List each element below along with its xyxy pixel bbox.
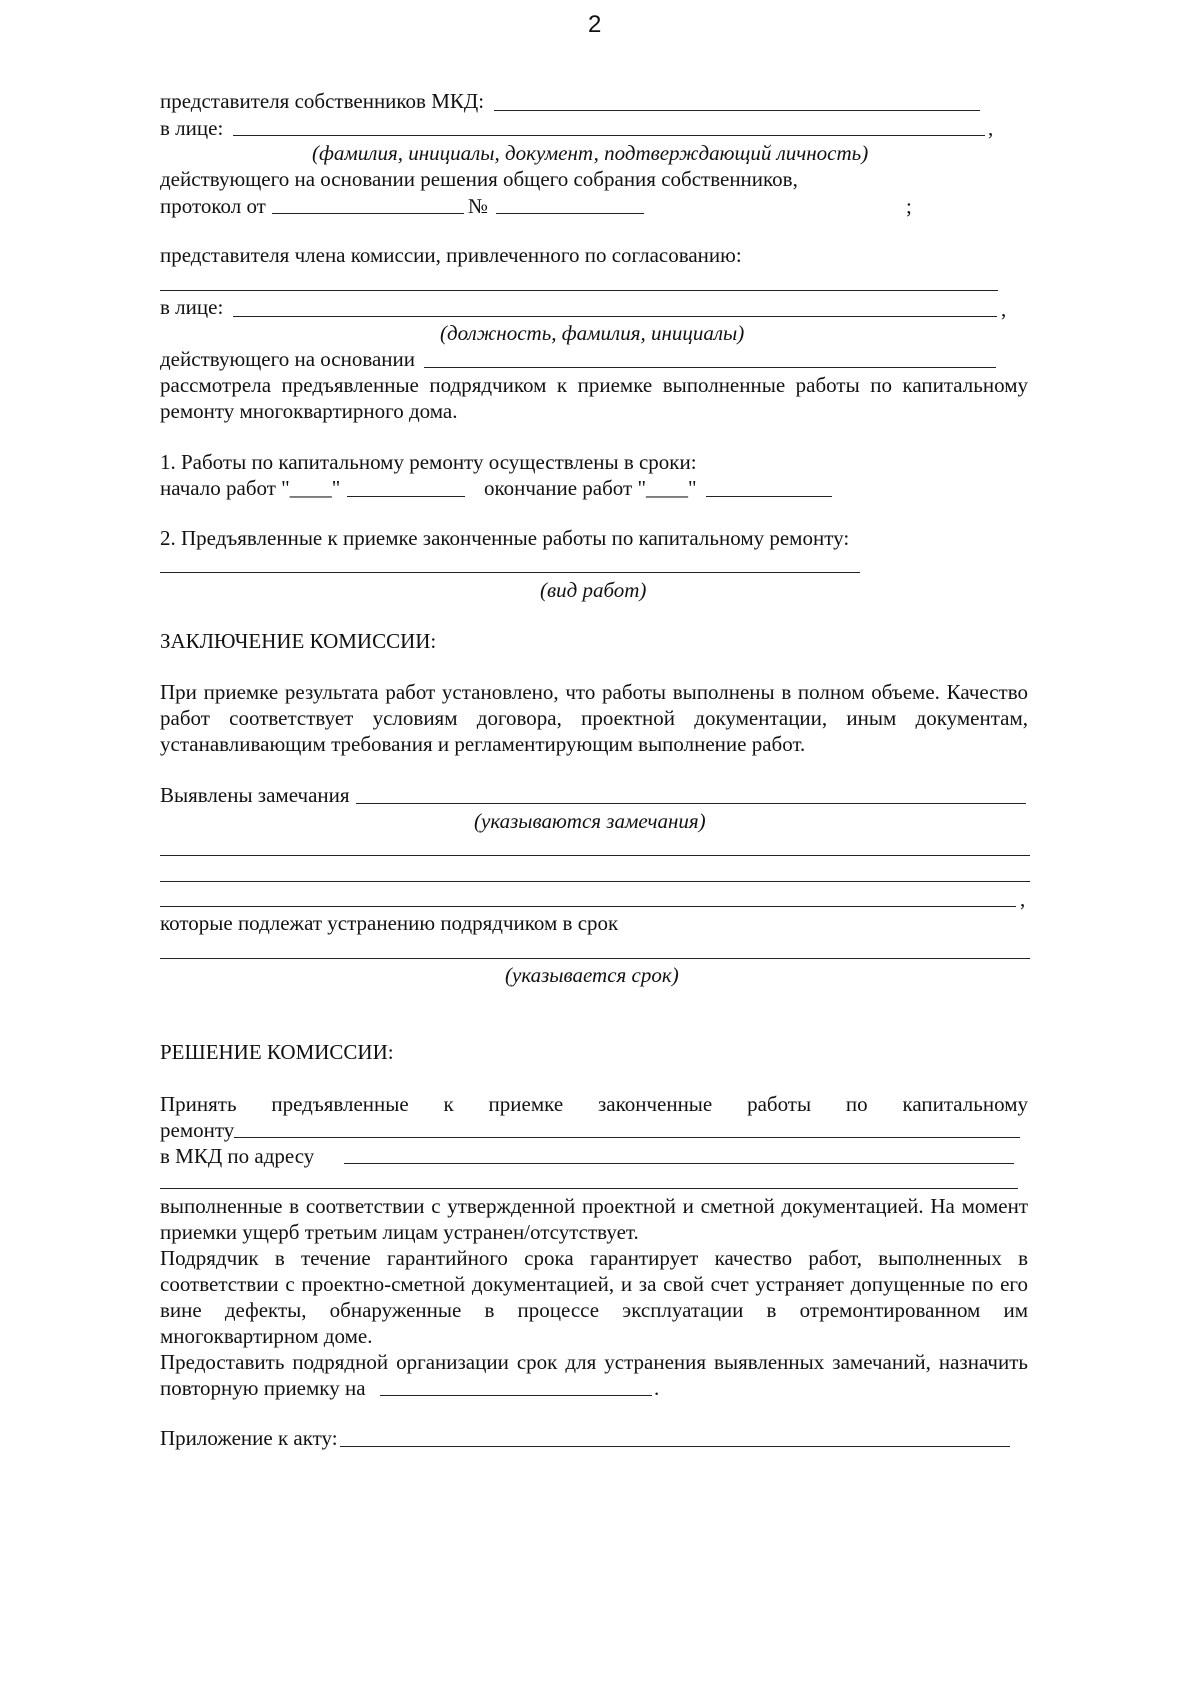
member-comma: , (1001, 297, 1007, 321)
owners-in-person-label: в лице: (160, 116, 224, 140)
remarks-caption: (указываются замечания) (474, 809, 706, 833)
member-rep-blank[interactable] (160, 290, 998, 291)
remarks-line-1[interactable] (160, 855, 1030, 856)
p2-line-2: соответствии с проектно-сметной документацией, и за свой счет устраняет допущенные по его (160, 1272, 1028, 1296)
protocol-from-label: протокол от (160, 194, 266, 218)
member-in-person-label: в лице: (160, 295, 224, 319)
subject-label: которые подлежат устранению подрядчиком в срок (160, 911, 619, 935)
conclusion-line-1: При приемке результата работ установлено, что работы выполнены в полном объеме. Качество (160, 680, 1028, 704)
appendix-label: Приложение к акту: (160, 1426, 338, 1450)
member-rep-label: представителя члена комиссии, привлеченного по согласованию: (160, 243, 742, 267)
considered-line-1: рассмотрела предъявленные подрядчиком к приемке выполненные работы по капитальному (160, 373, 1028, 397)
p1-line-1: выполненные в соответствии с утвержденной проектной и сметной документацией. На момент (160, 1194, 1028, 1218)
item1-end-label: окончание работ "____" (484, 476, 697, 500)
accept-line-1: Принять предъявленные к приемке законченные работы по капитальному (160, 1092, 1028, 1116)
owners-rep-label: представителя собственников МКД: (160, 89, 485, 113)
protocol-number-blank[interactable] (496, 213, 644, 214)
owners-acting: действующего на основании решения общего собрания собственников, (160, 167, 798, 191)
address-blank-2[interactable] (160, 1188, 1018, 1189)
p3-line-1: Предоставить подрядной организации срок для устранения выявленных замечаний, назначить (160, 1350, 1028, 1374)
owners-comma: , (988, 116, 994, 140)
item1-title: 1. Работы по капитальному ремонту осуществлены в сроки: (160, 450, 697, 474)
term-caption: (указывается срок) (505, 963, 679, 987)
item1-end-blank[interactable] (706, 496, 832, 497)
p2-line-4: многоквартирном доме. (160, 1324, 373, 1348)
decision-heading: РЕШЕНИЕ КОМИССИИ: (160, 1040, 394, 1064)
item2-caption: (вид работ) (540, 578, 647, 602)
reinspection-date-blank[interactable] (380, 1395, 652, 1396)
remarks-label: Выявлены замечания (160, 783, 350, 807)
item1-start-label: начало работ "____" (160, 476, 341, 500)
member-acting-blank[interactable] (424, 367, 996, 368)
conclusion-line-2: работ соответствует условиям договора, проектной документации, иным документам, (160, 706, 1028, 730)
page-number: 2 (588, 11, 602, 38)
item1-start-blank[interactable] (347, 496, 465, 497)
p3-period: . (654, 1376, 660, 1400)
member-caption: (должность, фамилия, инициалы) (440, 321, 745, 345)
protocol-number-sign: № (468, 194, 489, 218)
p2-line-1: Подрядчик в течение гарантийного срока гарантирует качество работ, выполненных в (160, 1246, 1028, 1270)
term-blank[interactable] (160, 958, 1030, 959)
remarks-line-2[interactable] (160, 881, 1030, 882)
repair-type-blank[interactable] (234, 1137, 1020, 1138)
conclusion-heading: ЗАКЛЮЧЕНИЕ КОМИССИИ: (160, 629, 437, 653)
p2-line-3: вине дефекты, обнаруженные в процессе эксплуатации в отремонтированном им (160, 1298, 1028, 1322)
item2-title: 2. Предъявленные к приемке законченные работы по капитальному ремонту: (160, 526, 850, 550)
remarks-comma: , (1020, 887, 1026, 911)
owners-in-person-blank[interactable] (233, 135, 985, 136)
p3-line-2: повторную приемку на (160, 1376, 366, 1400)
remarks-blank[interactable] (356, 803, 1026, 804)
protocol-date-blank[interactable] (272, 213, 464, 214)
appendix-blank[interactable] (340, 1446, 1010, 1447)
owners-rep-blank[interactable] (494, 110, 980, 111)
considered-line-2: ремонту многоквартирного дома. (160, 399, 458, 423)
item2-works-blank[interactable] (160, 572, 860, 573)
address-blank[interactable] (344, 1163, 1014, 1164)
conclusion-line-3: устанавливающим требования и регламентирующим выполнение работ. (160, 732, 806, 756)
remarks-line-3[interactable] (160, 906, 1016, 907)
address-label: в МКД по адресу (160, 1144, 315, 1168)
member-acting-label: действующего на основании (160, 347, 416, 371)
accept-line-2: ремонту (160, 1118, 235, 1142)
protocol-semicolon: ; (906, 194, 912, 218)
owners-caption: (фамилия, инициалы, документ, подтверждающий личность) (312, 141, 869, 165)
member-in-person-blank[interactable] (233, 316, 997, 317)
p1-line-2: приемки ущерб третьим лицам устранен/отсутствует. (160, 1220, 639, 1244)
